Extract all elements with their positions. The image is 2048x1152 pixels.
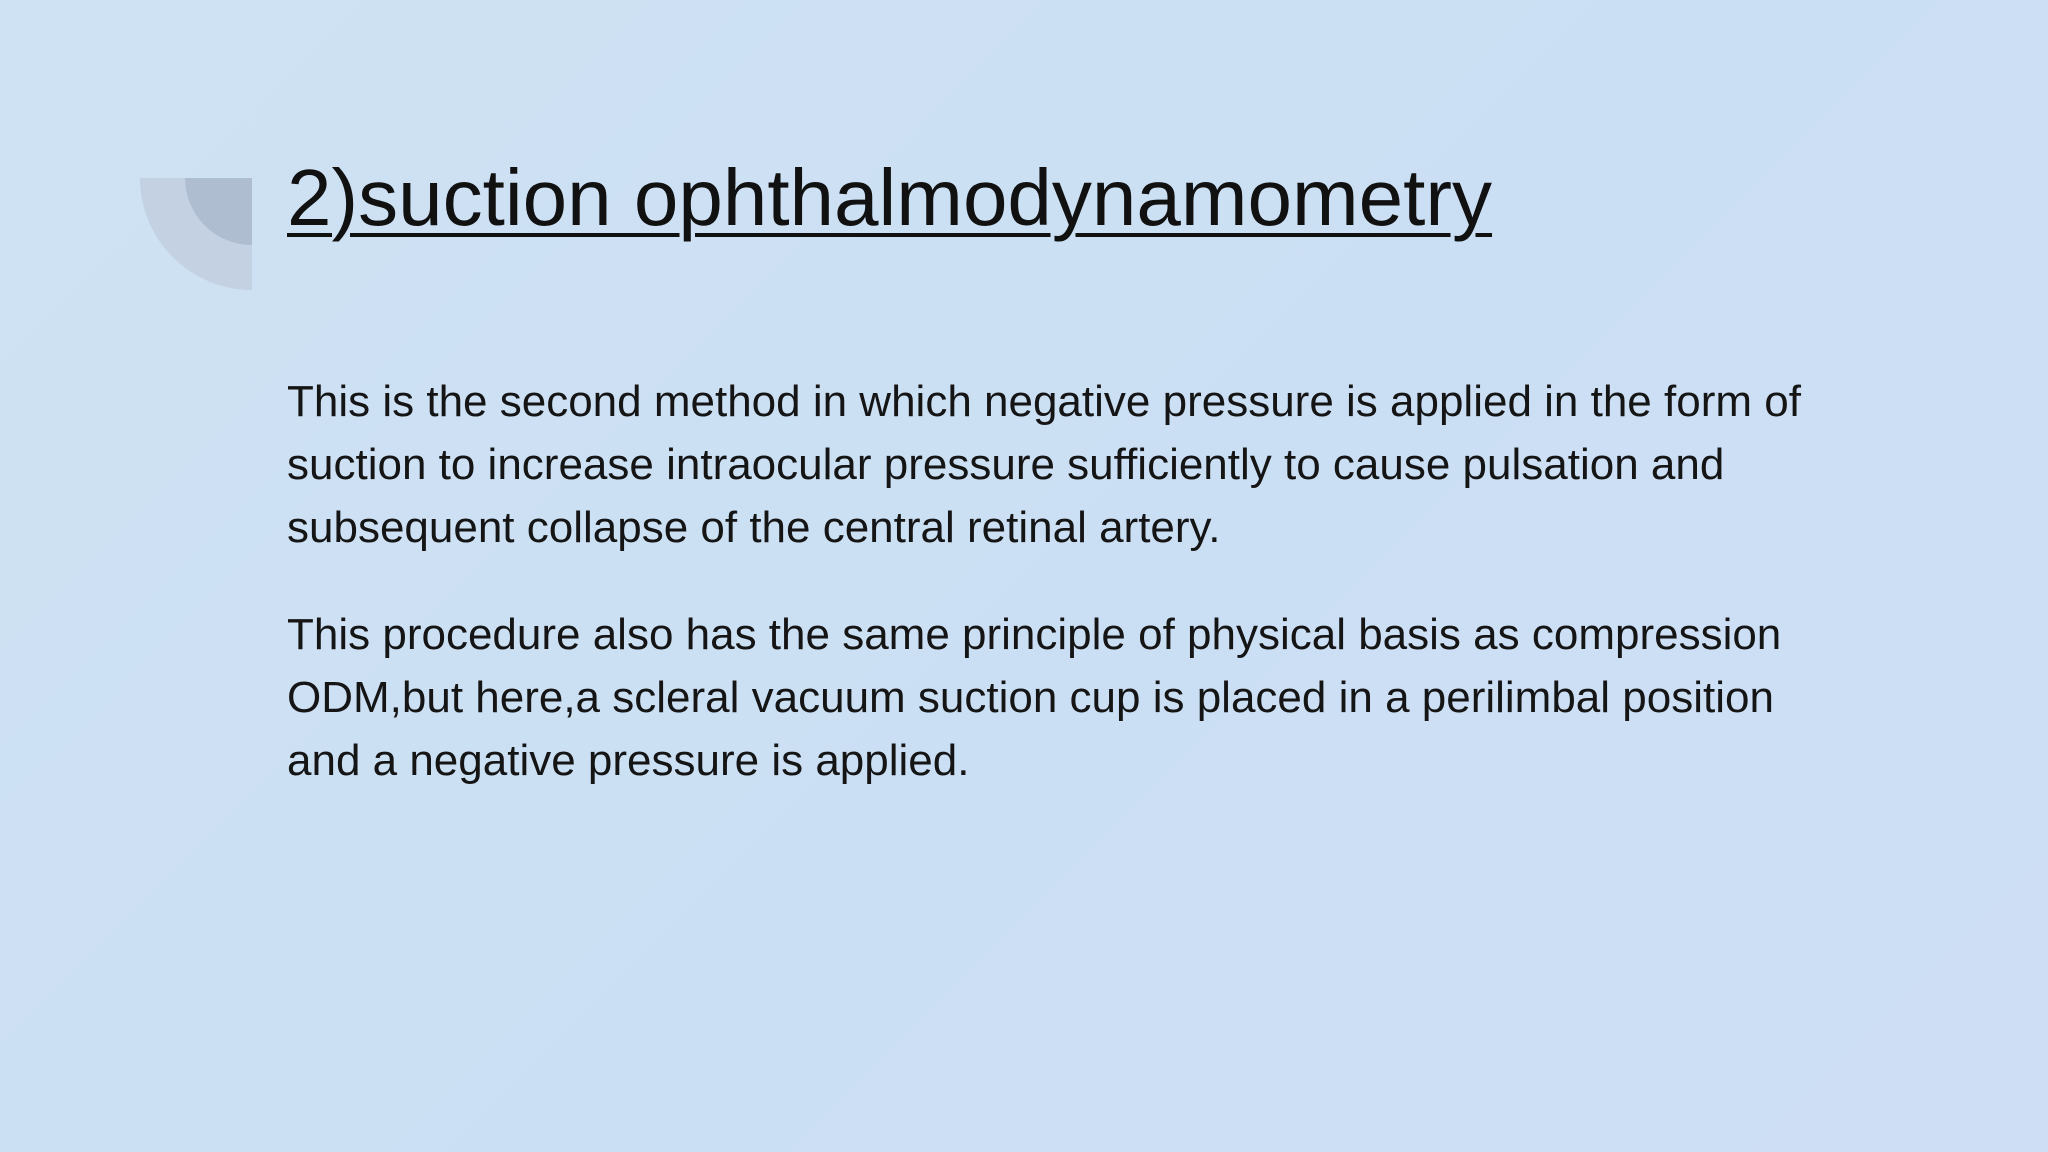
slide-title: 2)suction ophthalmodynamometry <box>287 153 1493 242</box>
paragraph-2: This procedure also has the same principle of physical basis as compression ODM,but here,a scleral vacuum suction cup is placed in a perilimbal position and a negative pressure is applied. <box>287 610 1782 785</box>
quarter-circle-decoration <box>140 178 252 290</box>
paragraph-1: This is the second method in which negative pressure is applied in the form of suction to increase intraocular pressure sufficiently to cause pulsation and subsequent collapse of the central retinal artery. <box>287 377 1801 552</box>
slide-body <box>287 370 1847 836</box>
